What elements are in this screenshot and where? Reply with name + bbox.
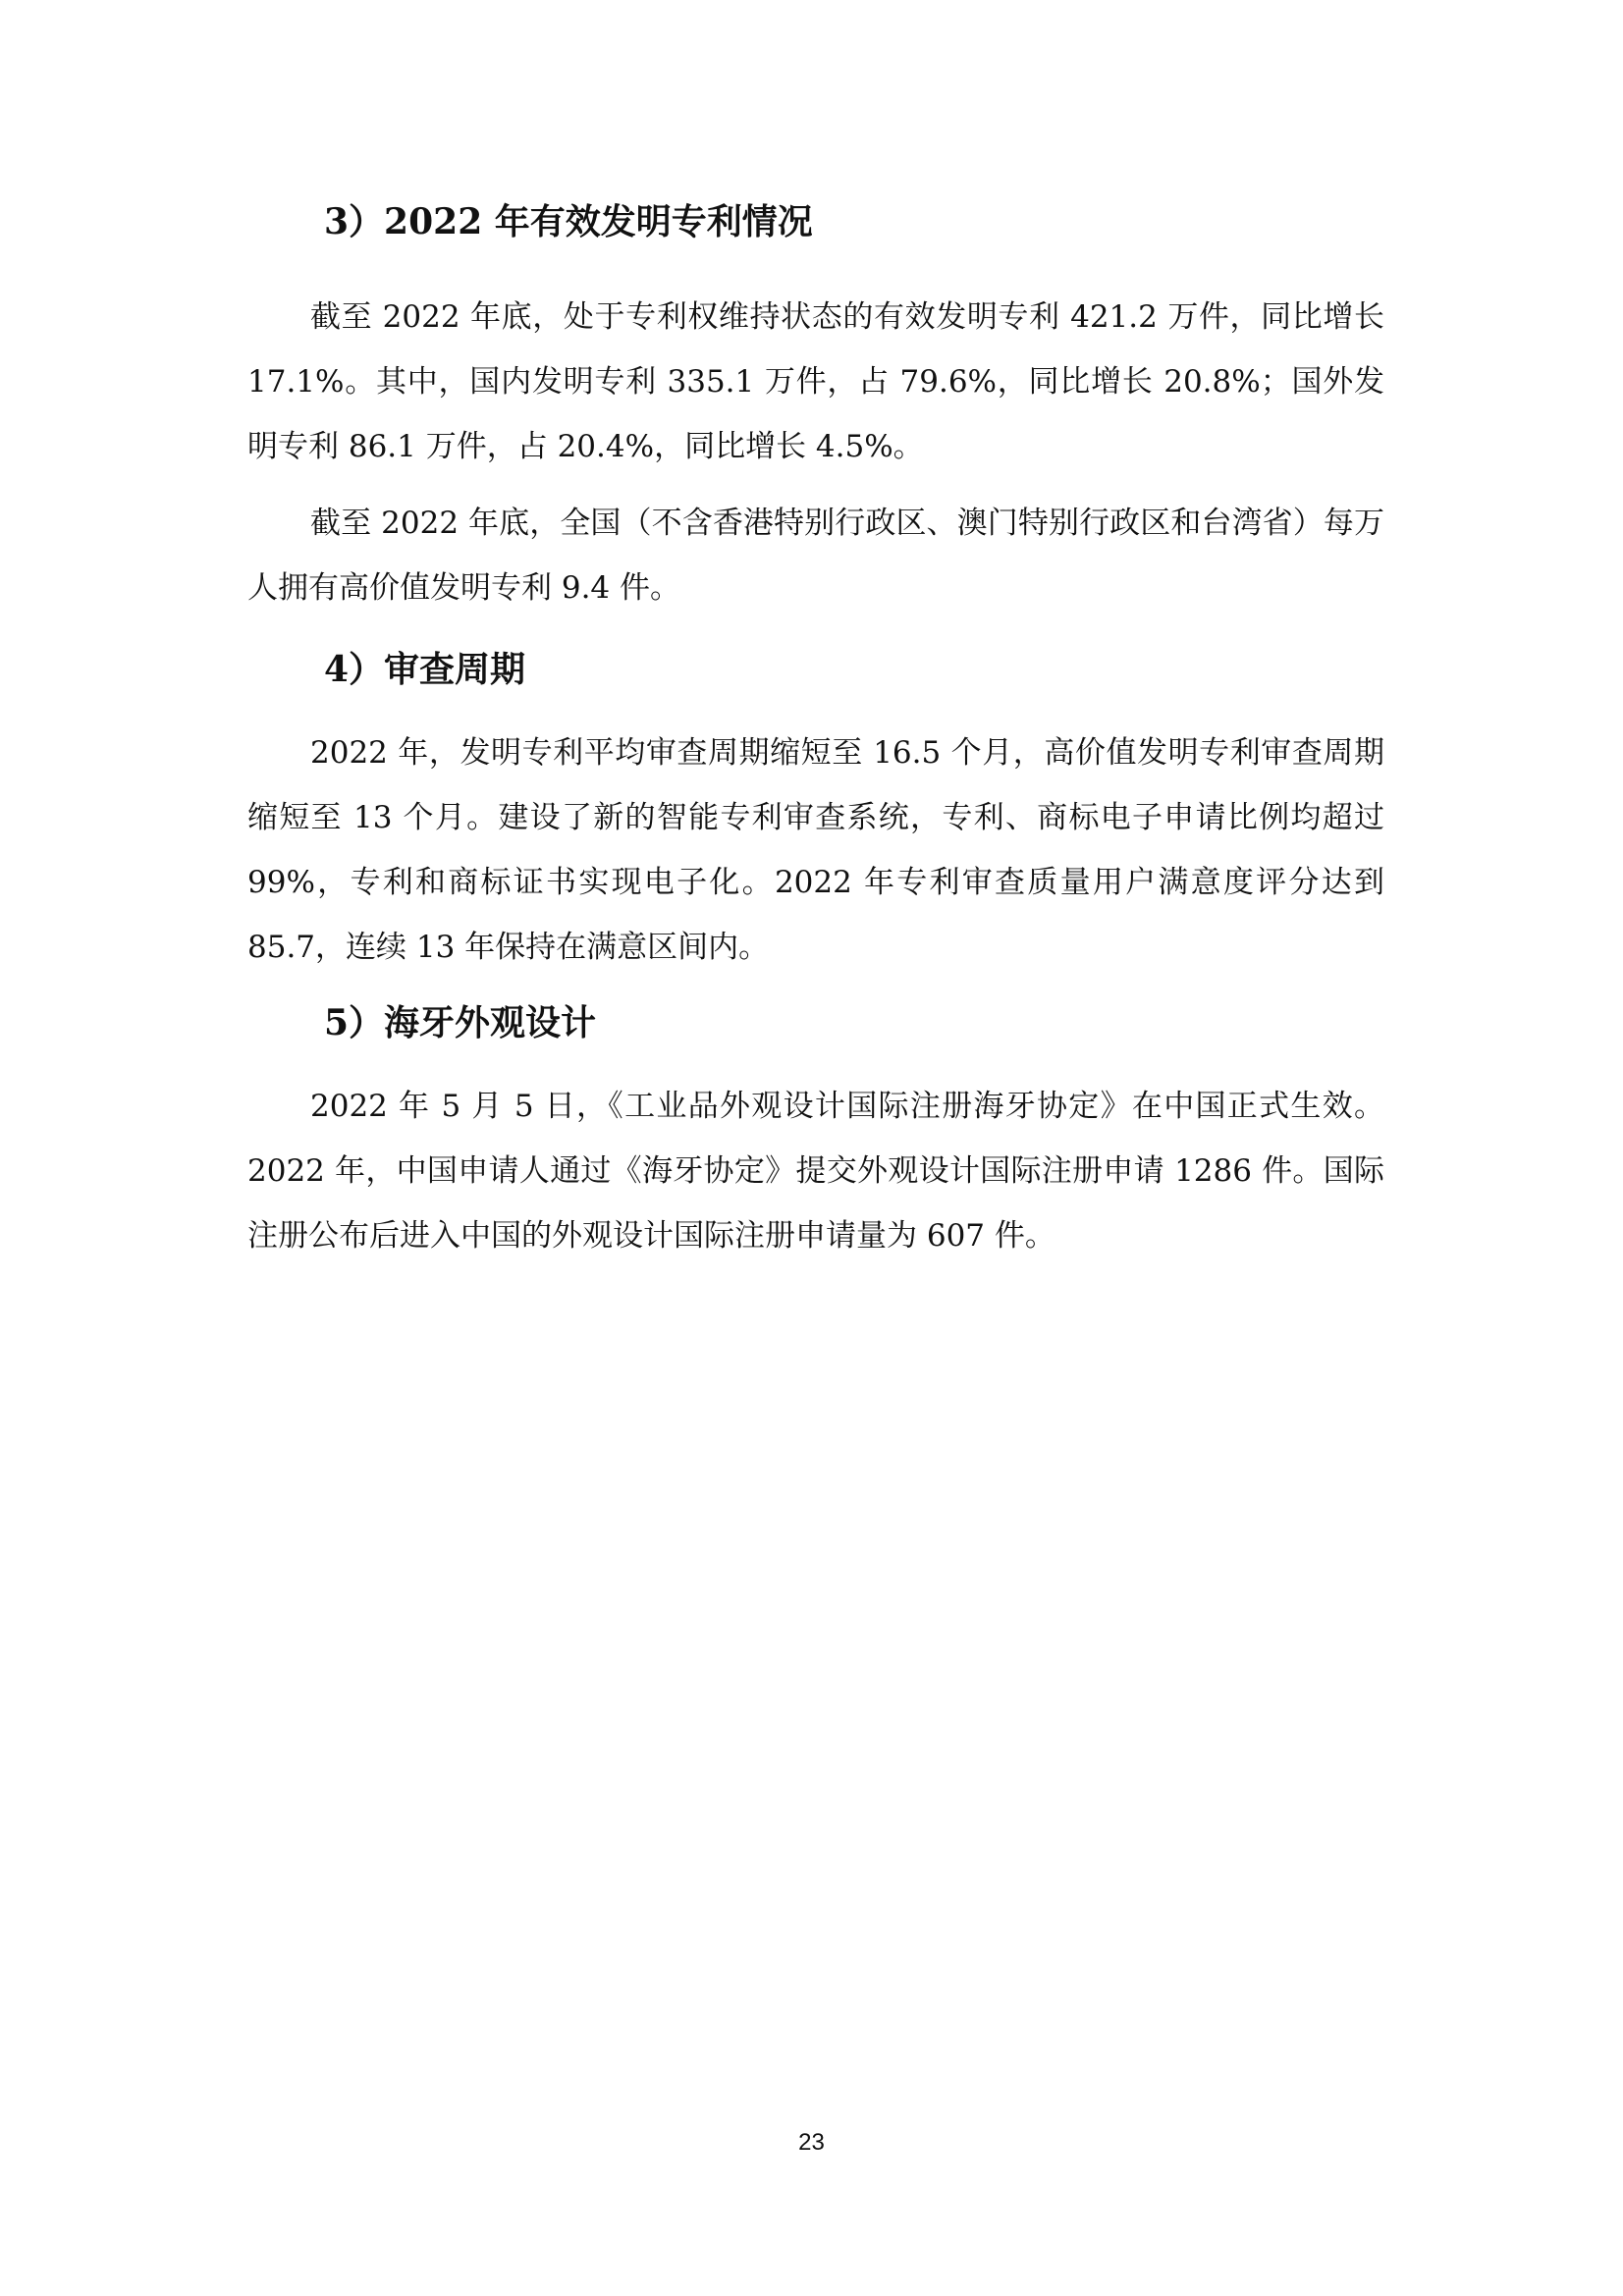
paragraph-effective-patents-stats: 截至 2022 年底，处于专利权维持状态的有效发明专利 421.2 万件，同比增长 17.1%。其中，国内发明专利 335.1 万件，占 79.6%，同比增长 20.8%；国外发明专利 86.1 万件，占 20.4%，同比增长 4.5%。 bbox=[247, 299, 1384, 464]
section-heading-hague-design: 5）海牙外观设计 bbox=[324, 1002, 597, 1043]
paragraph-hague-design: 2022 年 5 月 5 日，《工业品外观设计国际注册海牙协定》在中国正式生效。2022 年，中国申请人通过《海牙协定》提交外观设计国际注册申请 1286 件。国际注册公布后进入中国的外观设计国际注册申请量为 607 件。 bbox=[247, 1089, 1384, 1254]
section-heading-examination-period: 4）审查周期 bbox=[324, 649, 526, 690]
page-content bbox=[247, 192, 1384, 1268]
paragraph-high-value-patents: 截至 2022 年底，全国（不含香港特别行政区、澳门特别行政区和台湾省）每万人拥有高价值发明专利 9.4 件。 bbox=[247, 506, 1384, 606]
section-heading-effective-patents: 3）2022 年有效发明专利情况 bbox=[324, 201, 813, 242]
page-number: 23 bbox=[798, 2129, 825, 2156]
paragraph-examination-period: 2022 年，发明专利平均审查周期缩短至 16.5 个月，高价值发明专利审查周期缩短至 13 个月。建设了新的智能专利审查系统，专利、商标电子申请比例均超过 99%，专利和商标证书实现电子化。2022 年专利审查质量用户满意度评分达到 85.7，连续 13 年保持在满意区间内。 bbox=[247, 735, 1384, 965]
